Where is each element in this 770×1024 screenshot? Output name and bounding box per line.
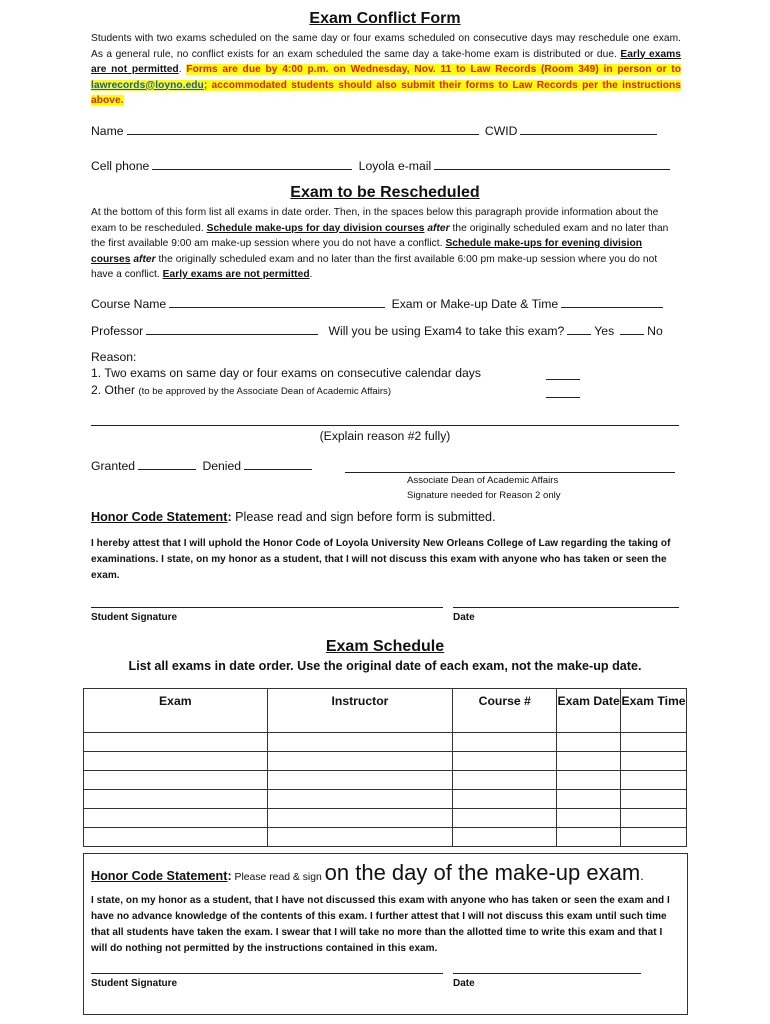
- exam4-no-field[interactable]: [620, 323, 644, 335]
- granted-label: Granted: [91, 459, 136, 473]
- email-field[interactable]: [434, 158, 670, 170]
- student-signature-line-2[interactable]: [91, 973, 443, 974]
- reason-2-field[interactable]: [546, 386, 580, 398]
- denied-label: Denied: [202, 459, 242, 473]
- student-signature-line-1[interactable]: [91, 607, 443, 608]
- table-cell[interactable]: [453, 733, 557, 752]
- day-division-note: Schedule make-ups for day division courses: [206, 222, 425, 234]
- table-cell[interactable]: [557, 752, 621, 771]
- table-cell[interactable]: [453, 790, 557, 809]
- accommodated-text: ; accommodated students should also submit their forms to Law Records per the instructions above.: [91, 79, 681, 106]
- table-cell[interactable]: [267, 828, 453, 847]
- exam4-no-label: No: [647, 324, 663, 338]
- student-signature-label-1: Student Signature: [91, 612, 178, 623]
- makeup-honor-body: I state, on my honor as a student, that I have not discussed this exam with anyone who has taken or seen the exam and I have no advance knowledge of the contents of this exam. I further attest that I will not discuss this exam until such time that all students have taken the exam. I swear that I will take no more than the allotted time to write this exam and that I will do nothing not permitted by the instructions contained in this exam.: [91, 895, 670, 954]
- date-line-2[interactable]: [453, 973, 641, 974]
- table-cell[interactable]: [621, 828, 687, 847]
- email-link[interactable]: lawrecords@loyno.edu: [91, 79, 204, 91]
- exam4-yes-field[interactable]: [567, 323, 591, 335]
- cell-label: Cell phone: [91, 159, 150, 173]
- reschedule-text-3: the originally scheduled exam and no later than the first available 6:00 pm make-up session where you do not have a conflict.: [91, 253, 658, 280]
- table-cell[interactable]: [84, 771, 268, 790]
- honor-heading-text: Honor Code Statement: [91, 510, 228, 524]
- makeup-heading-text: Honor Code Statement: [91, 869, 228, 883]
- dean-signature-line[interactable]: [345, 472, 675, 473]
- name-label: Name: [91, 124, 124, 138]
- exam4-question: Will you be using Exam4 to take this exam?: [328, 324, 565, 338]
- course-row: [91, 296, 666, 311]
- reschedule-text-2: the originally scheduled exam and no later than the first available 9:00 am make-up session where you do not have a conflict.: [91, 222, 669, 249]
- after-emphasis-2: after: [133, 253, 156, 265]
- table-cell[interactable]: [621, 790, 687, 809]
- cwid-label: CWID: [484, 124, 518, 138]
- table-cell[interactable]: [621, 733, 687, 752]
- table-cell[interactable]: [557, 790, 621, 809]
- col-exam: Exam: [84, 689, 268, 733]
- makeup-honor-heading: [91, 860, 644, 886]
- exam4-yes-label: Yes: [594, 324, 615, 338]
- denied-field[interactable]: [244, 458, 312, 470]
- intro-text: Students with two exams scheduled on the same day or four exams scheduled on consecutive days may reschedule one exam. As a general rule, no conflict exists for an exam scheduled the same day a take-home exam is distributed or due.: [91, 33, 681, 60]
- explain-caption: (Explain reason #2 fully): [319, 429, 451, 443]
- intro-paragraph: [91, 31, 681, 109]
- form-title: Exam Conflict Form: [309, 10, 461, 27]
- table-cell[interactable]: [557, 828, 621, 847]
- makeup-big-text: on the day of the make-up exam: [324, 860, 641, 885]
- table-row: [84, 790, 687, 809]
- date-time-label: Exam or Make-up Date & Time: [391, 297, 559, 311]
- table-row: [84, 809, 687, 828]
- col-exam-time: Exam Time: [621, 689, 687, 733]
- table-cell[interactable]: [557, 733, 621, 752]
- col-instructor: Instructor: [267, 689, 453, 733]
- honor-instruction: Please read and sign before form is submitted.: [231, 510, 496, 524]
- name-row: [91, 123, 660, 138]
- reason-label: Reason:: [91, 350, 137, 364]
- reason-2-main: 2. Other: [91, 383, 139, 397]
- name-field[interactable]: [127, 123, 479, 135]
- professor-row: [91, 323, 663, 338]
- honor-code-heading: [91, 510, 496, 524]
- dean-title: Associate Dean of Academic Affairs: [407, 475, 559, 486]
- table-cell[interactable]: [84, 733, 268, 752]
- makeup-small-text: Please read & sign: [231, 872, 325, 883]
- course-name-label: Course Name: [91, 297, 167, 311]
- student-signature-label-2: Student Signature: [91, 978, 178, 989]
- table-row: [84, 771, 687, 790]
- reason-2: [91, 383, 391, 397]
- table-cell[interactable]: [557, 809, 621, 828]
- reschedule-text-1: At the bottom of this form list all exams in date order. Then, in the spaces below this paragraph provide information about the exam to be rescheduled.: [91, 207, 659, 234]
- schedule-subtitle: List all exams in date order. Use the original date of each exam, not the make-up date.: [128, 659, 642, 673]
- table-cell[interactable]: [267, 771, 453, 790]
- professor-label: Professor: [91, 324, 144, 338]
- honor-colon: :: [227, 510, 232, 524]
- early-exams-note: Early exams are not permitted: [91, 48, 681, 75]
- table-cell[interactable]: [621, 809, 687, 828]
- makeup-dot: .: [640, 869, 644, 883]
- reschedule-end: .: [309, 269, 313, 280]
- cell-field[interactable]: [152, 158, 352, 170]
- contact-row: [91, 158, 673, 173]
- table-cell[interactable]: [84, 809, 268, 828]
- after-emphasis-1: after: [427, 222, 450, 234]
- col-exam-date: Exam Date: [557, 689, 621, 733]
- professor-field[interactable]: [146, 323, 318, 335]
- table-cell[interactable]: [267, 809, 453, 828]
- email-label: Loyola e-mail: [358, 159, 432, 173]
- table-cell[interactable]: [84, 828, 268, 847]
- explain-line[interactable]: [91, 425, 679, 426]
- dean-note: Signature needed for Reason 2 only: [407, 490, 561, 501]
- cwid-field[interactable]: [520, 123, 657, 135]
- exam-schedule-table: [83, 688, 687, 847]
- date-label-2: Date: [453, 978, 475, 989]
- makeup-colon: :: [227, 869, 232, 883]
- date-time-field[interactable]: [561, 296, 663, 308]
- reason-1-field[interactable]: [546, 368, 580, 380]
- schedule-title: Exam Schedule: [325, 638, 445, 655]
- table-cell[interactable]: [557, 771, 621, 790]
- table-cell[interactable]: [267, 790, 453, 809]
- table-cell[interactable]: [453, 752, 557, 771]
- table-row: [84, 733, 687, 752]
- date-label-1: Date: [453, 612, 475, 623]
- table-cell[interactable]: [621, 771, 687, 790]
- col-course: Course #: [453, 689, 557, 733]
- early-exams-note-2: Early exams are not permitted: [162, 269, 310, 280]
- table-cell[interactable]: [453, 809, 557, 828]
- table-cell[interactable]: [267, 752, 453, 771]
- reason-1: 1. Two exams on same day or four exams on consecutive calendar days: [91, 366, 481, 380]
- course-name-field[interactable]: [169, 296, 385, 308]
- table-cell[interactable]: [84, 790, 268, 809]
- table-cell[interactable]: [621, 752, 687, 771]
- table-header-row: [84, 689, 687, 733]
- reschedule-title: Exam to be Rescheduled: [290, 184, 480, 201]
- date-line-1[interactable]: [453, 607, 679, 608]
- table-row: [84, 752, 687, 771]
- table-cell[interactable]: [453, 828, 557, 847]
- intro-period: .: [178, 64, 187, 75]
- granted-field[interactable]: [138, 458, 196, 470]
- reschedule-paragraph: [91, 205, 681, 283]
- reason-2-note: (to be approved by the Associate Dean of Academic Affairs): [138, 386, 392, 397]
- evening-division-note: Schedule make-ups for evening division courses: [91, 238, 643, 265]
- table-row: [84, 828, 687, 847]
- table-cell[interactable]: [453, 771, 557, 790]
- decision-row: [91, 458, 315, 473]
- table-cell[interactable]: [84, 752, 268, 771]
- honor-code-body: I hereby attest that I will uphold the Honor Code of Loyola University New Orleans College of Law regarding the taking of examinations. I state, on my honor as a student, that I will not discuss this exam with anyone who has taken or seen the exam.: [91, 538, 671, 581]
- deadline-text: Forms are due by 4:00 p.m. on Wednesday, Nov. 11 to Law Records (Room 349) in person or to: [186, 64, 682, 75]
- table-cell[interactable]: [267, 733, 453, 752]
